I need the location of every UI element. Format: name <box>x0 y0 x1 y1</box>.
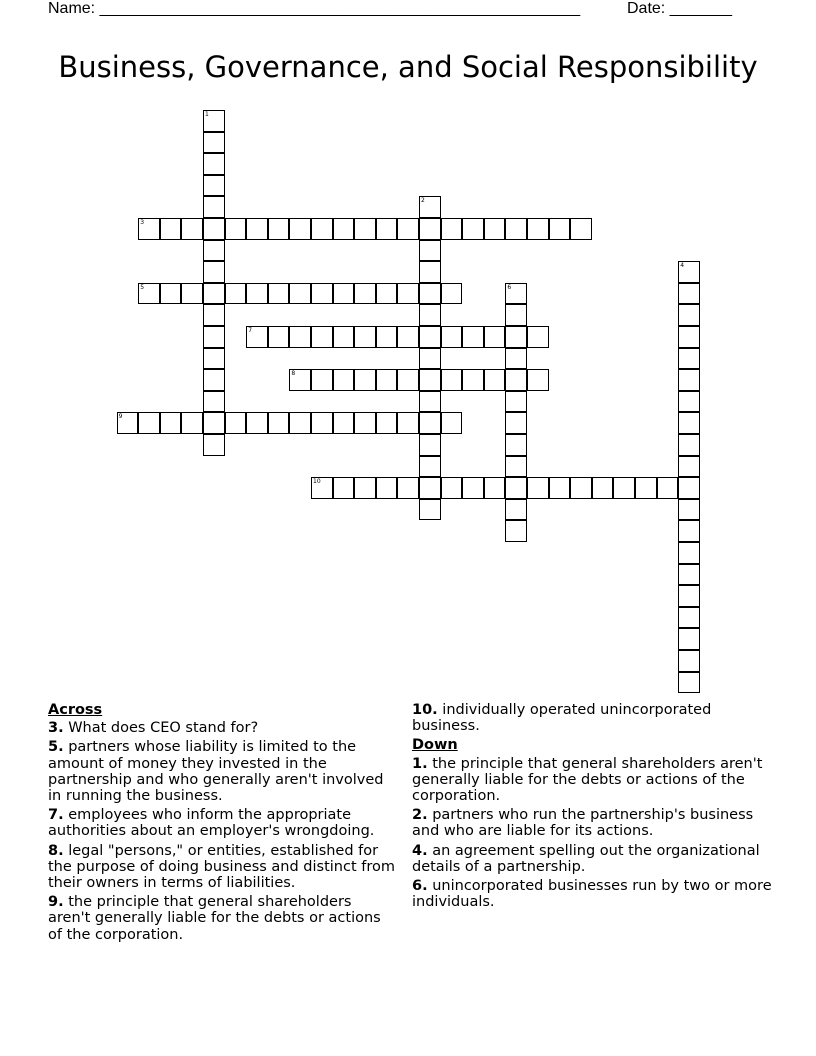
grid-cell[interactable] <box>354 477 376 499</box>
grid-cell[interactable] <box>678 499 700 521</box>
down-heading: Down <box>412 737 458 754</box>
clue-text: partners who run the partnership's business and who are liable for its actions. <box>412 807 754 840</box>
grid-cell[interactable] <box>678 456 700 478</box>
grid-cell[interactable] <box>246 218 268 240</box>
grid-cell[interactable] <box>678 412 700 434</box>
across-heading: Across <box>48 702 103 718</box>
grid-cell[interactable] <box>203 326 225 348</box>
grid-cell[interactable] <box>203 434 225 456</box>
clue-text: the principle that general shareholders aren't generally liable for the debts or actions of the corporation. <box>412 755 763 805</box>
grid-cell[interactable] <box>678 607 700 629</box>
grid-cell[interactable] <box>462 369 484 391</box>
grid-cell[interactable] <box>311 412 333 434</box>
clue-number: 5. <box>48 739 64 756</box>
grid-cell[interactable] <box>289 326 311 348</box>
clue-across-8 <box>48 843 396 892</box>
grid-cell[interactable] <box>354 369 376 391</box>
grid-cell[interactable] <box>354 412 376 434</box>
grid-cell[interactable] <box>419 391 441 413</box>
grid-cell[interactable] <box>376 412 398 434</box>
grid-cell[interactable] <box>678 477 700 499</box>
grid-cell[interactable] <box>203 196 225 218</box>
clue-number: 4. <box>412 842 428 859</box>
grid-cell[interactable] <box>527 369 549 391</box>
grid-cell[interactable] <box>225 283 247 305</box>
clue-across-7 <box>48 807 396 839</box>
grid-cell[interactable] <box>203 391 225 413</box>
grid-cell[interactable] <box>505 412 527 434</box>
clue-text: What does CEO stand for? <box>68 720 259 737</box>
grid-cell[interactable] <box>289 412 311 434</box>
grid-cell[interactable] <box>419 412 441 434</box>
grid-cell[interactable] <box>203 412 225 434</box>
grid-cell[interactable] <box>419 369 441 391</box>
clue-number: 6. <box>412 878 428 895</box>
cell-number: 1 <box>205 111 209 118</box>
grid-cell[interactable] <box>376 326 398 348</box>
grid-cell[interactable] <box>505 348 527 370</box>
grid-cell[interactable] <box>419 456 441 478</box>
grid-cell[interactable] <box>678 650 700 672</box>
grid-cell[interactable] <box>333 477 355 499</box>
grid-cell[interactable] <box>397 326 419 348</box>
grid-cell[interactable] <box>505 283 527 305</box>
grid-cell[interactable] <box>527 218 549 240</box>
clue-text: the principle that general shareholders aren't generally liable for the debts or actions of the corporation. <box>48 894 381 943</box>
cell-number: 3 <box>140 219 145 226</box>
grid-cell[interactable] <box>678 672 700 694</box>
grid-cell[interactable] <box>397 412 419 434</box>
grid-cell[interactable] <box>657 477 679 499</box>
grid-cell[interactable] <box>484 477 506 499</box>
grid-cell[interactable] <box>505 520 527 542</box>
grid-cell[interactable] <box>462 326 484 348</box>
clue-number: 2. <box>412 807 428 824</box>
grid-cell[interactable] <box>484 369 506 391</box>
grid-cell[interactable] <box>354 218 376 240</box>
grid-cell[interactable] <box>678 283 700 305</box>
cell-number: 7 <box>248 327 253 334</box>
grid-cell[interactable] <box>333 369 355 391</box>
grid-cell[interactable] <box>419 261 441 283</box>
grid-cell[interactable] <box>225 218 247 240</box>
clues-left-column <box>48 702 396 946</box>
clue-text: employees who inform the appropriate authorities about an employer's wrongdoing. <box>48 807 375 840</box>
clue-down-1 <box>412 756 772 805</box>
grid-cell[interactable] <box>203 175 225 197</box>
grid-cell[interactable] <box>419 196 441 218</box>
grid-cell[interactable] <box>678 261 700 283</box>
grid-cell[interactable] <box>419 304 441 326</box>
clue-number: 3. <box>48 720 64 737</box>
page-title: Business, Governance, and Social Responsibility <box>58 50 758 84</box>
clue-number: 9. <box>48 894 64 911</box>
grid-cell[interactable] <box>117 412 139 434</box>
grid-cell[interactable] <box>203 369 225 391</box>
grid-cell[interactable] <box>419 326 441 348</box>
grid-cell[interactable] <box>354 326 376 348</box>
grid-cell[interactable] <box>462 477 484 499</box>
clue-across-9 <box>48 894 396 943</box>
grid-cell[interactable] <box>549 218 571 240</box>
grid-cell[interactable] <box>678 348 700 370</box>
grid-cell[interactable] <box>527 477 549 499</box>
grid-cell[interactable] <box>203 110 225 132</box>
grid-cell[interactable] <box>376 477 398 499</box>
grid-cell[interactable] <box>268 412 290 434</box>
grid-cell[interactable] <box>246 283 268 305</box>
grid-cell[interactable] <box>441 283 463 305</box>
grid-cell[interactable] <box>203 240 225 262</box>
grid-cell[interactable] <box>419 283 441 305</box>
grid-cell[interactable] <box>246 326 268 348</box>
clue-down-2 <box>412 807 772 839</box>
grid-cell[interactable] <box>376 283 398 305</box>
grid-cell[interactable] <box>419 499 441 521</box>
cell-number: 9 <box>118 413 123 421</box>
grid-cell[interactable] <box>549 477 571 499</box>
grid-cell[interactable] <box>311 218 333 240</box>
grid-cell[interactable] <box>160 218 182 240</box>
clue-number: 8. <box>48 842 64 859</box>
grid-cell[interactable] <box>678 585 700 607</box>
grid-cell[interactable] <box>203 261 225 283</box>
cell-number: 6 <box>507 283 512 291</box>
grid-cell[interactable] <box>505 391 527 413</box>
grid-cell[interactable] <box>505 434 527 456</box>
grid-cell[interactable] <box>419 348 441 370</box>
grid-cell[interactable] <box>505 304 527 326</box>
grid-cell[interactable] <box>289 283 311 305</box>
grid-cell[interactable] <box>441 412 463 434</box>
grid-cell[interactable] <box>376 369 398 391</box>
clue-across-10 <box>412 702 772 734</box>
clue-number: 1. <box>412 755 428 772</box>
grid-cell[interactable] <box>441 477 463 499</box>
grid-cell[interactable] <box>268 326 290 348</box>
name-field-label: Name: ______________________________________________________ <box>48 0 581 17</box>
cell-number: 2 <box>421 197 425 205</box>
grid-cell[interactable] <box>203 218 225 240</box>
grid-cell[interactable] <box>311 369 333 391</box>
grid-cell[interactable] <box>592 477 614 499</box>
grid-cell[interactable] <box>505 218 527 240</box>
grid-cell[interactable] <box>333 218 355 240</box>
grid-cell[interactable] <box>570 477 592 499</box>
cell-number: 5 <box>140 283 145 291</box>
grid-cell[interactable] <box>505 477 527 499</box>
clue-text: legal "persons," or entities, established for the purpose of doing business and distinct from their owners in terms of liabilities. <box>48 842 396 892</box>
grid-cell[interactable] <box>441 218 463 240</box>
grid-cell[interactable] <box>138 283 160 305</box>
grid-cell[interactable] <box>138 412 160 434</box>
grid-cell[interactable] <box>613 477 635 499</box>
grid-cell[interactable] <box>678 304 700 326</box>
grid-cell[interactable] <box>505 499 527 521</box>
grid-cell[interactable] <box>505 326 527 348</box>
grid-cell[interactable] <box>462 218 484 240</box>
grid-cell[interactable] <box>484 326 506 348</box>
clue-down-4 <box>412 843 772 875</box>
grid-cell[interactable] <box>138 218 160 240</box>
grid-cell[interactable] <box>333 283 355 305</box>
grid-cell[interactable] <box>678 326 700 348</box>
clue-number: 7. <box>48 807 64 824</box>
grid-cell[interactable] <box>203 283 225 305</box>
grid-cell[interactable] <box>311 326 333 348</box>
grid-cell[interactable] <box>419 434 441 456</box>
grid-cell[interactable] <box>678 628 700 650</box>
grid-cell[interactable] <box>397 477 419 499</box>
cell-number: 10 <box>313 478 321 486</box>
clue-text: unincorporated businesses run by two or more individuals. <box>412 878 772 911</box>
clue-text: partners whose liability is limited to the amount of money they invested in the partnership and who generally aren't involved in running the business. <box>48 739 384 805</box>
grid-cell[interactable] <box>354 283 376 305</box>
clue-text: individually operated unincorporated business. <box>412 702 712 735</box>
grid-cell[interactable] <box>527 326 549 348</box>
grid-cell[interactable] <box>203 348 225 370</box>
clues-right-column <box>412 702 772 913</box>
grid-cell[interactable] <box>311 283 333 305</box>
cell-number: 4 <box>680 262 685 270</box>
grid-cell[interactable] <box>635 477 657 499</box>
clue-across-3 <box>48 720 396 736</box>
grid-cell[interactable] <box>203 153 225 175</box>
grid-cell[interactable] <box>203 132 225 154</box>
date-field-label: Date: _______ <box>627 0 732 17</box>
grid-cell[interactable] <box>678 391 700 413</box>
grid-cell[interactable] <box>311 477 333 499</box>
grid-cell[interactable] <box>419 218 441 240</box>
grid-cell[interactable] <box>225 412 247 434</box>
grid-cell[interactable] <box>289 369 311 391</box>
grid-cell[interactable] <box>333 412 355 434</box>
grid-cell[interactable] <box>678 369 700 391</box>
grid-cell[interactable] <box>678 542 700 564</box>
grid-cell[interactable] <box>181 283 203 305</box>
grid-cell[interactable] <box>678 564 700 586</box>
grid-cell[interactable] <box>333 326 355 348</box>
grid-cell[interactable] <box>505 369 527 391</box>
grid-cell[interactable] <box>397 283 419 305</box>
grid-cell[interactable] <box>246 412 268 434</box>
grid-cell[interactable] <box>419 477 441 499</box>
clue-number: 10. <box>412 702 438 718</box>
grid-cell[interactable] <box>441 369 463 391</box>
grid-cell[interactable] <box>678 520 700 542</box>
cell-number: 8 <box>291 370 296 378</box>
grid-cell[interactable] <box>160 283 182 305</box>
clue-across-5 <box>48 739 396 804</box>
grid-cell[interactable] <box>181 412 203 434</box>
grid-cell[interactable] <box>289 218 311 240</box>
grid-cell[interactable] <box>419 240 441 262</box>
grid-cell[interactable] <box>181 218 203 240</box>
clue-text: an agreement spelling out the organizational details of a partnership. <box>412 842 760 875</box>
grid-cell[interactable] <box>570 218 592 240</box>
grid-cell[interactable] <box>203 304 225 326</box>
grid-cell[interactable] <box>505 456 527 478</box>
grid-cell[interactable] <box>397 218 419 240</box>
clue-down-6 <box>412 878 772 910</box>
grid-cell[interactable] <box>268 218 290 240</box>
grid-cell[interactable] <box>268 283 290 305</box>
grid-cell[interactable] <box>160 412 182 434</box>
grid-cell[interactable] <box>376 218 398 240</box>
grid-cell[interactable] <box>678 434 700 456</box>
grid-cell[interactable] <box>397 369 419 391</box>
grid-cell[interactable] <box>484 218 506 240</box>
grid-cell[interactable] <box>441 326 463 348</box>
